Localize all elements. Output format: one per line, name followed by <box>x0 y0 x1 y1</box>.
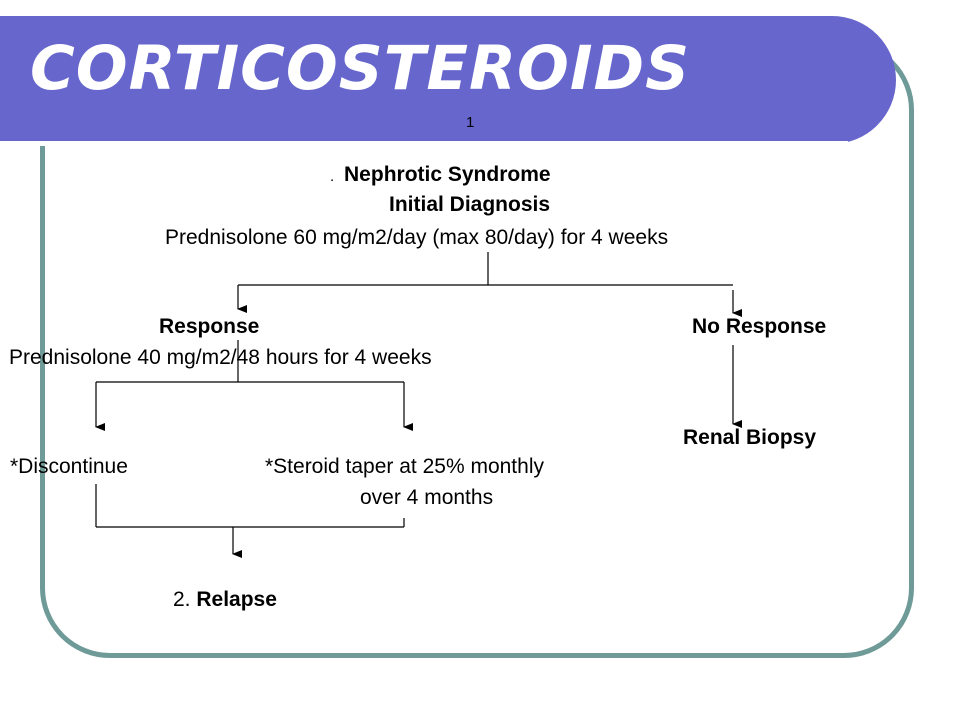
slide-number: 1 <box>466 114 475 131</box>
relapse-number: 2. <box>173 588 191 611</box>
step1-heading <box>330 164 551 185</box>
discontinue-label: *Discontinue <box>10 455 128 478</box>
step1-prefix: . <box>330 168 335 185</box>
response-treatment: Prednisolone 40 mg/m2/48 hours for 4 weeks <box>9 346 432 369</box>
renal-biopsy-label: Renal Biopsy <box>683 426 817 449</box>
step1-subtitle: Initial Diagnosis <box>389 193 551 216</box>
slide-title: CORTICOSTEROIDS <box>30 33 691 104</box>
step1-title: Nephrotic Syndrome <box>344 163 551 186</box>
taper-line-2: over 4 months <box>360 486 494 509</box>
relapse-heading <box>173 589 277 610</box>
response-label: Response <box>159 315 260 338</box>
initial-treatment: Prednisolone 60 mg/m2/day (max 80/day) for 4 weeks <box>165 226 669 249</box>
no-response-label: No Response <box>692 315 827 338</box>
relapse-label: Relapse <box>196 588 277 611</box>
taper-line-1: *Steroid taper at 25% monthly <box>265 455 544 478</box>
